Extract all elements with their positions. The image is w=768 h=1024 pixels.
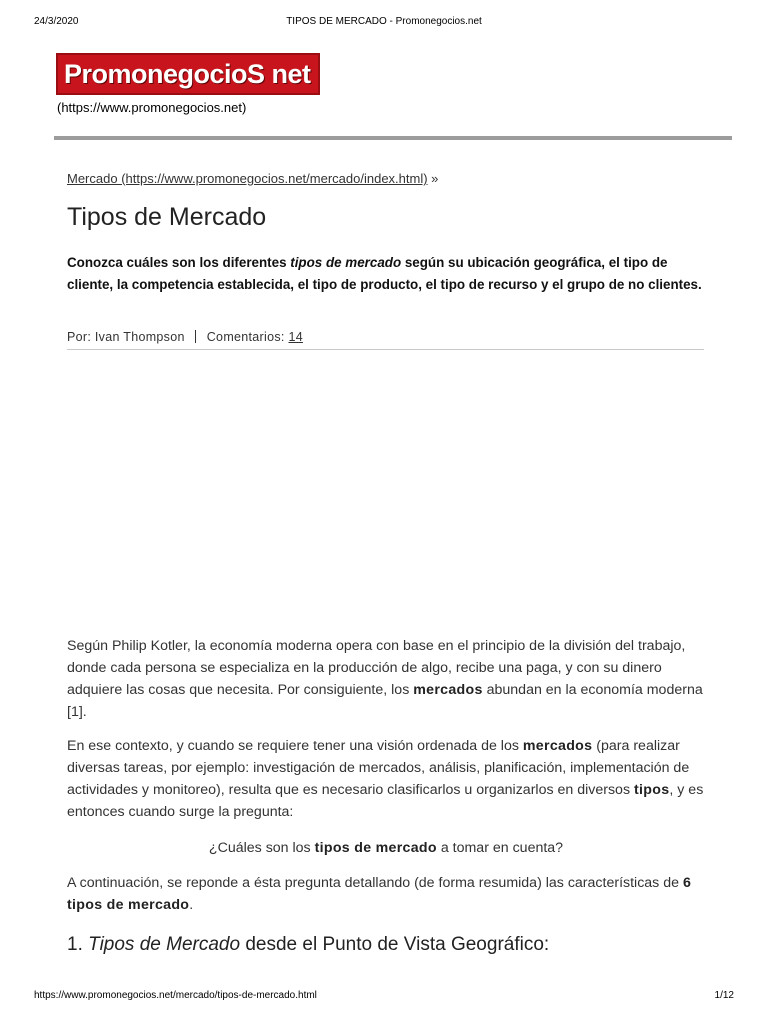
paragraph-bold: 6 tipos de mercado	[67, 875, 692, 913]
print-header	[34, 16, 734, 30]
header-divider	[54, 136, 732, 140]
meta-divider	[67, 349, 704, 350]
article-lead	[67, 252, 705, 295]
paragraph-4	[67, 872, 705, 916]
site-url: (https://www.promonegocios.net)	[57, 100, 247, 115]
section-number: 1.	[67, 934, 89, 955]
breadcrumb	[67, 171, 705, 186]
print-document-title: TIPOS DE MERCADO - Promonegocios.net	[286, 16, 482, 27]
lead-text-continued: según su ubicación geográfica, el tipo de cliente, la competencia establecida, el tipo de producto, el tipo de recurso y el grupo de no clientes.	[67, 255, 702, 292]
paragraph-text: A continuación, se reponde a ésta pregunta detallando (de forma resumida) las características de	[67, 875, 683, 891]
paragraph-text: En ese contexto, y cuando se requiere tener una visión ordenada de los	[67, 738, 523, 754]
paragraph-text: (para realizar diversas tareas, por ejemplo: investigación de mercados, análisis, planificación, implementación de actividades y monitoreo), resulta que es necesario clasificarlos u organizarlos en diversos	[67, 738, 690, 798]
section-heading	[67, 934, 705, 956]
page-title: Tipos de Mercado	[67, 203, 267, 231]
paragraph-text: a tomar en cuenta?	[436, 840, 564, 856]
paragraph-bold: tipos de mercado	[314, 840, 437, 856]
article-meta	[67, 330, 705, 344]
paragraph-bold: tipos	[634, 782, 670, 798]
meta-separator	[195, 330, 196, 343]
paragraph-text: , y es entonces cuando surge la pregunta:	[67, 782, 704, 820]
paragraph-bold: mercados	[522, 738, 593, 754]
paragraph-text: .	[189, 897, 194, 913]
breadcrumb-link-mercado[interactable]: Mercado (https://www.promonegocios.net/mercado/index.html)	[67, 171, 428, 186]
author-byline: Por: Ivan Thompson	[67, 330, 185, 344]
print-footer-url: https://www.promonegocios.net/mercado/tipos-de-mercado.html	[34, 990, 317, 1001]
paragraph-text: abundan en la economía moderna [1].	[67, 682, 703, 720]
paragraph-2	[67, 735, 705, 823]
comments-label: Comentarios:	[206, 330, 285, 344]
paragraph-text: Según Philip Kotler, la economía moderna opera con base en el principio de la división del trabajo, donde cada persona se especializa en la producción de algo, recibe una paga, y con su dinero adquiere las cosas que necesita. Por consiguiente, los	[67, 638, 686, 698]
comments-count-link[interactable]: 14	[288, 330, 303, 344]
breadcrumb-separator: »	[427, 171, 439, 186]
paragraph-bold: mercados	[413, 682, 483, 698]
paragraph-1	[67, 635, 705, 723]
print-date: 24/3/2020	[34, 16, 79, 27]
paragraph-text: ¿Cuáles son los	[208, 840, 315, 856]
lead-emphasis: tipos de mercado	[290, 255, 402, 270]
print-footer	[34, 990, 734, 1004]
section-heading-emphasis: Tipos de Mercado	[88, 934, 241, 955]
section-heading-text: desde el Punto de Vista Geográfico:	[240, 934, 550, 955]
site-logo[interactable]: PromonegocioS net	[56, 53, 320, 95]
question-paragraph	[67, 837, 705, 859]
lead-text: Conozca cuáles son los diferentes	[67, 255, 291, 270]
page-number: 1/12	[714, 990, 734, 1001]
